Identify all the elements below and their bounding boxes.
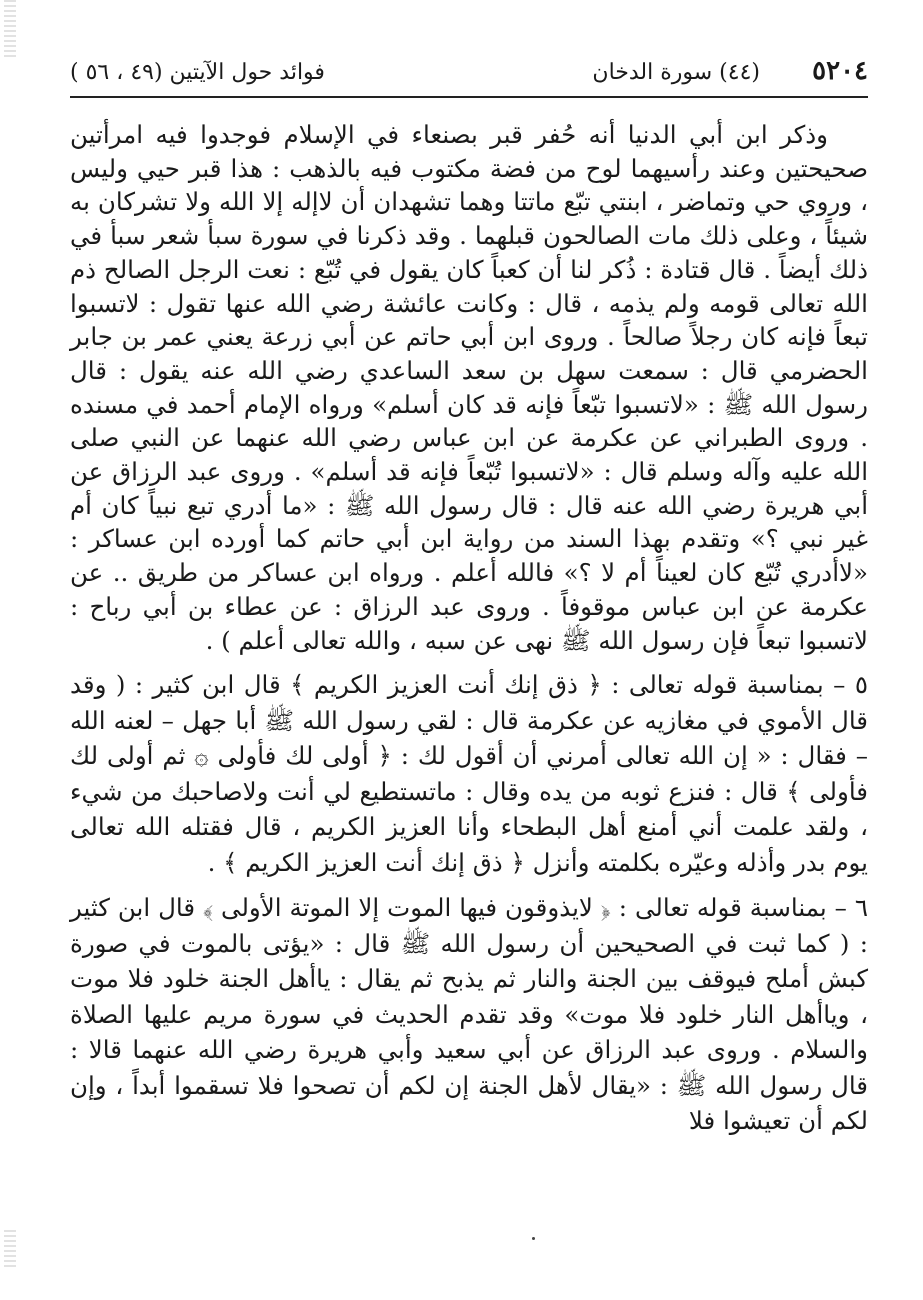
stray-dot — [532, 1237, 535, 1240]
section-title: فوائد حول الآيتين (٤٩ ، ٥٦ ) — [70, 60, 325, 85]
page-number: ٥٢٠٤ — [812, 56, 868, 86]
surah-name: (٤٤) سورة الدخان — [592, 60, 760, 85]
paragraph-6: ٦ – بمناسبة قوله تعالى : ﴿ لايذوقون فيها الموت إلا الموتة الأولى ﴾ قال ابن كثير : ( كما ثبت في الصحيحين أن رسول الله ﷺ قال : «يؤتى بالموت في صورة كبش أملح فيوقف بين الجنة والنار ثم يذبح ثم يقال : ياأهل الجنة خلود فلا موت ، وياأهل النار خلود فلا موت» وقد تقدم الحديث في سورة مريم عليها الصلاة والسلام . وروى عبد الرزاق عن أبي سعيد وأبي هريرة رضي الله عنهما قالا : قال رسول الله ﷺ : «يقال لأهل الجنة إن لكم أن تصحوا فلا تسقموا أبداً ، وإن لكم أن تعيشوا فلا — [70, 893, 868, 1136]
paragraph-tubba: وذكر ابن أبي الدنيا أنه حُفر قبر بصنعاء في الإسلام فوجدوا فيه امرأتين صحيحتين وعند رأسيهما لوح من فضة مكتوب فيه بالذهب : هذا قبر حيي وليس ، وروي حي وتماضر ، ابنتي تبّع ماتتا وهما تشهدان أن لاإله إلا الله ولا تشركان به شيئاً ، وعلى ذلك مات الصالحون قبلهما . وقد ذكرنا في سورة سبأ شعر سبأ في ذلك أيضاً . قال قتادة : ذُكر لنا أن كعباً كان يقول في تُبّع : نعت الرجل الصالح ذم الله تعالى قومه ولم يذمه ، قال : وكانت عائشة رضي الله عنها تقول : لاتسبوا تبعاً فإنه كان رجلاً صالحاً . وروى ابن أبي حاتم عن أبي زرعة يعني عمر بن جابر الحضرمي قال : سمعت سهل بن سعد الساعدي رضي الله عنه يقول : قال رسول الله ﷺ : «لاتسبوا تبّعاً فإنه قد كان أسلم» ورواه الإمام أحمد في مسنده . وروى الطبراني عن عكرمة عن ابن عباس رضي الله عنهما عن النبي صلى الله عليه وآله وسلم قال : «لاتسبوا تُبّعاً فإنه قد أسلم» . وروى عبد الرزاق عن أبي هريرة رضي الله عنه قال : قال رسول الله ﷺ : «ما أدري تبع نبياً كان أم غير نبي ؟» وتقدم بهذا السند من رواية ابن أبي حاتم كما أورده ابن عساكر : «لاأدري تُبّع كان لعيناً أم لا ؟» فالله أعلم . ورواه ابن عساكر من طريق .. عن عكرمة عن ابن عباس موقوفاً . وروى عبد الرزاق : عن عطاء بن أبي رباح : لاتسبوا تبعاً فإن رسول الله ﷺ نهى عن سبه ، والله تعالى أعلم ) . — [70, 120, 868, 655]
paragraph-5: ٥ – بمناسبة قوله تعالى : ﴿ ذق إنك أنت العزيز الكريم ﴾ قال ابن كثير : ( وقد قال الأموي في مغازيه عن عكرمة قال : لقي رسول الله ﷺ أبا جهل – لعنه الله – فقال : « إن الله تعالى أمرني أن أقول لك : ﴿ أولى لك فأولى ۞ ثم أولى لك فأولى ﴾ قال : فنزع ثوبه من يده وقال : ماتستطيع لي أنت ولاصاحبك من شيء ، ولقد علمت أني أمنع أهل البطحاء وأنا العزيز الكريم ، قال فقتله الله تعالى يوم بدر وأذله وعيّره بكلمته وأنزل ﴿ ذق إنك أنت العزيز الكريم ﴾ . — [70, 670, 868, 877]
page-body — [70, 118, 868, 1139]
scan-edge-mark-bottom — [4, 1230, 16, 1270]
page-header — [70, 54, 868, 94]
header-rule — [70, 96, 868, 98]
scan-edge-mark — [4, 0, 16, 60]
